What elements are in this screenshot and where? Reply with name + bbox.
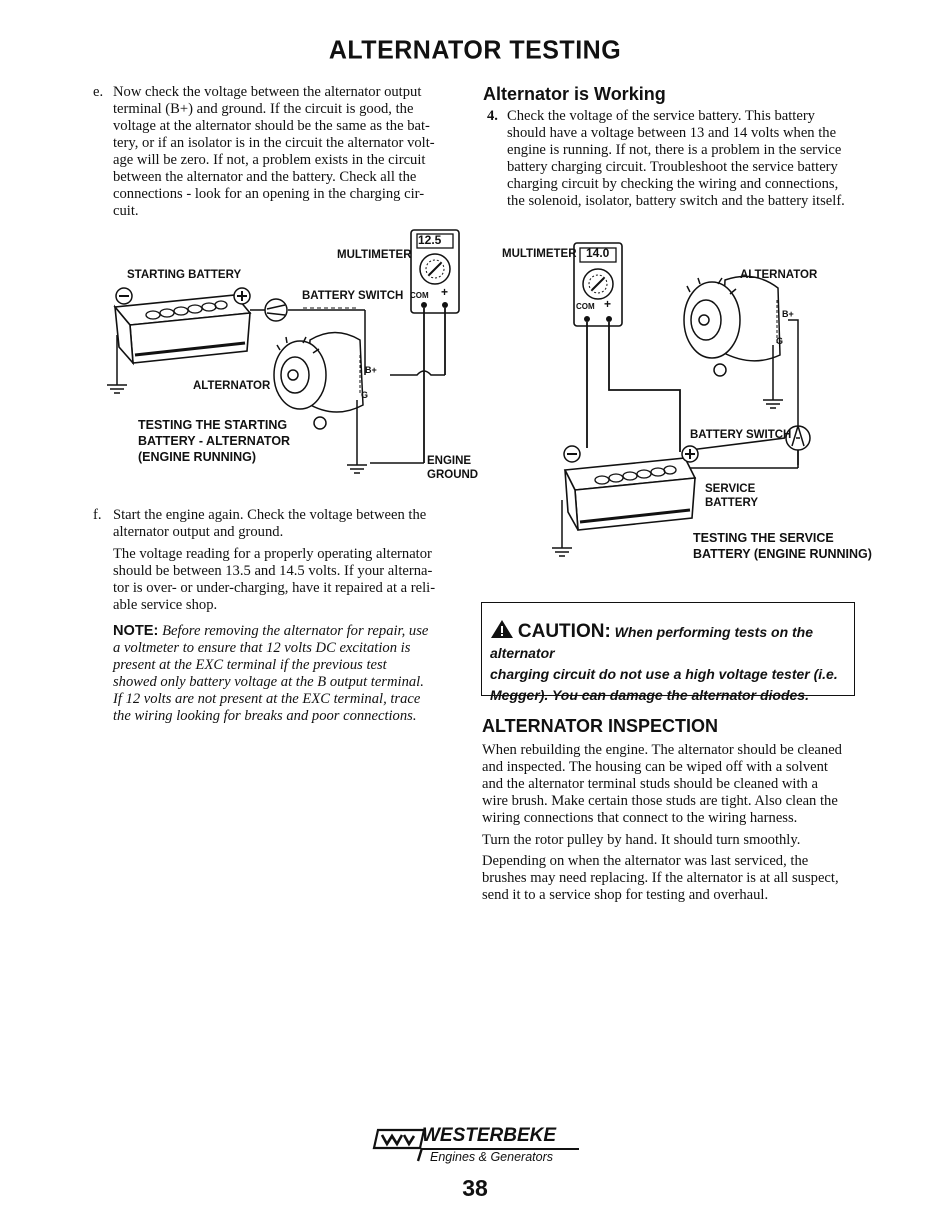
- note-line: Before removing the alternator for repair, use: [162, 623, 429, 639]
- caption-line: BATTERY (ENGINE RUNNING): [693, 547, 872, 561]
- caution-text: [490, 619, 850, 706]
- warning-triangle-icon: [490, 619, 514, 639]
- alternator-label: ALTERNATOR: [740, 269, 818, 281]
- battery-switch-label: BATTERY SWITCH: [302, 290, 404, 302]
- starting-battery-label: STARTING BATTERY: [127, 269, 242, 281]
- paragraph-line: and inspected. The housing can be wiped off with a solvent: [482, 759, 828, 775]
- g-label: G: [776, 336, 784, 346]
- service-battery-icon: [565, 458, 695, 530]
- caution-box: [481, 602, 855, 703]
- caption-line: TESTING THE STARTING: [138, 418, 288, 432]
- engine-ground-line: ENGINE: [427, 455, 472, 467]
- step-e-line: between the alternator and the battery. Check all the: [113, 169, 417, 185]
- service-battery-line: BATTERY: [705, 497, 759, 509]
- caption-line: BATTERY - ALTERNATOR: [138, 434, 291, 448]
- multimeter-label: MULTIMETER: [337, 249, 412, 261]
- bplus-label: B+: [782, 309, 794, 319]
- inspection-heading: ALTERNATOR INSPECTION: [482, 716, 719, 736]
- caution-line: When performing tests on the alternator: [490, 624, 814, 661]
- page-number: 38: [462, 1175, 488, 1201]
- service-battery-diagram: [540, 240, 900, 570]
- paragraph-line: Depending on when the alternator was last serviced, the: [482, 853, 809, 869]
- inspection-paragraph-2: Turn the rotor pulley by hand. It should turn smoothly.: [482, 832, 801, 848]
- note-line: the wiring looking for breaks and poor connections.: [113, 708, 417, 724]
- step-4-label: 4.: [487, 108, 498, 124]
- service-battery-label: [705, 482, 758, 510]
- caption-line: (ENGINE RUNNING): [138, 450, 257, 464]
- step-4-line: charging circuit by checking the wiring and connections,: [507, 176, 839, 192]
- plus-label: +: [604, 297, 612, 311]
- brand-subtitle: Engines & Generators: [430, 1150, 553, 1164]
- bplus-label: B+: [365, 365, 377, 375]
- step-e-paragraph: [93, 84, 453, 220]
- paragraph-line: able service shop.: [113, 597, 218, 613]
- step-4-line: the solenoid, isolator, battery switch and the battery itself.: [507, 193, 845, 209]
- g-label: G: [361, 390, 369, 400]
- caution-label: CAUTION:: [517, 621, 611, 642]
- paragraph-line: tor is over- or under-charging, have it repaired at a reli-: [113, 580, 436, 596]
- paragraph-line: and the alternator terminal studs should be cleaned with a: [482, 776, 818, 792]
- voltage-reading-paragraph: [113, 546, 453, 614]
- caption-line: TESTING THE SERVICE: [693, 531, 834, 545]
- step-4-paragraph: [487, 108, 867, 210]
- paragraph-line: wiring connections that connect to the wiring harness.: [482, 810, 798, 826]
- paragraph-line: The voltage reading for a properly operating alternator: [113, 546, 432, 562]
- alternator-label: ALTERNATOR: [193, 380, 271, 392]
- step-e-label: e.: [93, 84, 104, 100]
- brand-name: WESTERBEKE: [422, 1125, 557, 1146]
- com-label: COM: [576, 302, 595, 311]
- engine-ground-line: GROUND: [427, 469, 479, 481]
- note-line: showed only battery voltage at the B output terminal.: [113, 674, 424, 690]
- paragraph-line: send it to a service shop for testing and overhaul.: [482, 887, 769, 903]
- step-f-label: f.: [93, 507, 102, 523]
- paragraph-line: should be between 13.5 and 14.5 volts. If your alterna-: [113, 563, 433, 579]
- step-e-line: cuit.: [113, 203, 139, 219]
- step-e-line: tery, or if an isolator is in the circuit the alternator volt-: [113, 135, 435, 151]
- alternator-icon: [274, 333, 363, 430]
- battery-switch-label: BATTERY SWITCH: [690, 429, 792, 441]
- multimeter-display: 12.5: [418, 233, 442, 247]
- multimeter-label: MULTIMETER: [502, 248, 577, 260]
- step-e-line: connections - look for an opening in the charging cir-: [113, 186, 425, 202]
- step-4-line: Check the voltage of the service battery. This battery: [507, 108, 815, 124]
- paragraph-line: wire brush. Make certain those studs are tight. Also clean the: [482, 793, 838, 809]
- step-e-line: age will be zero. If not, a problem exists in the circuit: [113, 152, 426, 168]
- step-f-line: alternator output and ground.: [113, 524, 284, 540]
- battery-switch-icon: [265, 299, 287, 321]
- step-f-paragraph: [93, 507, 453, 541]
- com-label: COM: [410, 291, 429, 300]
- multimeter-display: 14.0: [586, 246, 610, 260]
- inspection-paragraph-1: [482, 742, 862, 827]
- step-4-line: engine is running. If not, there is a problem in the service: [507, 142, 842, 158]
- step-4-line: battery charging circuit. Troubleshoot the service battery: [507, 159, 838, 175]
- step-f-line: Start the engine again. Check the voltage between the: [113, 507, 427, 523]
- plus-label: +: [441, 285, 449, 299]
- caution-line: charging circuit do not use a high voltage tester (i.e.: [490, 666, 838, 682]
- caution-line: Megger). You can damage the alternator diodes.: [490, 687, 809, 703]
- step-4-line: should have a voltage between 13 and 14 volts when the: [507, 125, 837, 141]
- step-e-line: Now check the voltage between the alternator output: [113, 84, 422, 100]
- alternator-icon: [684, 276, 780, 376]
- left-diagram-caption: [138, 417, 290, 465]
- inspection-paragraph-3: [482, 853, 862, 904]
- note-label: NOTE:: [113, 623, 159, 639]
- paragraph-line: brushes may need replacing. If the alternator is at all suspect,: [482, 870, 839, 886]
- note-line: present at the EXC terminal if the previous test: [113, 657, 387, 673]
- note-paragraph: [113, 623, 453, 725]
- alternator-working-heading: Alternator is Working: [483, 84, 666, 104]
- service-battery-line: SERVICE: [705, 483, 756, 495]
- starting-battery-icon: [115, 295, 250, 363]
- note-line: a voltmeter to ensure that 12 volts DC excitation is: [113, 640, 411, 656]
- engine-ground-label: [427, 454, 478, 482]
- step-e-line: voltage at the alternator should be the same as the bat-: [113, 118, 430, 134]
- right-diagram-caption: [693, 530, 872, 562]
- note-line: If 12 volts are not present at the EXC terminal, trace: [113, 691, 421, 707]
- step-e-line: terminal (B+) and ground. If the circuit is good, the: [113, 101, 414, 117]
- page-title: ALTERNATOR TESTING: [328, 35, 622, 65]
- paragraph-line: When rebuilding the engine. The alternator should be cleaned: [482, 742, 842, 758]
